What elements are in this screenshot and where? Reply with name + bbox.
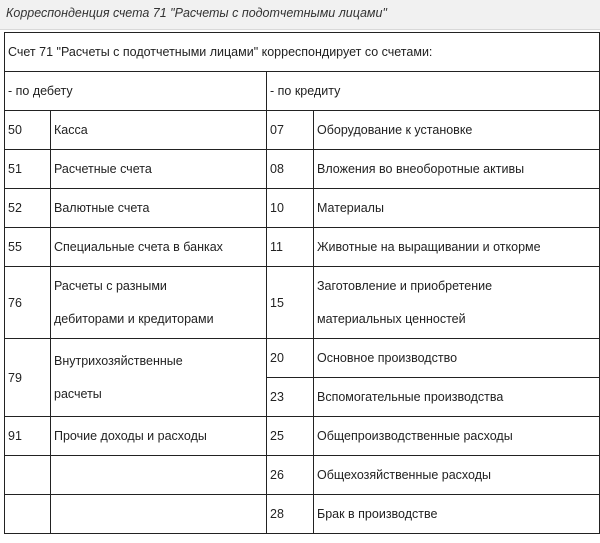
debit-name-line: Внутрихозяйственные xyxy=(54,353,183,368)
credit-name: Основное производство xyxy=(314,339,600,378)
correspondence-table xyxy=(4,32,600,534)
credit-name-line: материальных ценностей xyxy=(317,311,466,326)
debit-name xyxy=(51,339,267,417)
credit-code: 10 xyxy=(267,189,314,228)
table-row xyxy=(5,417,600,456)
debit-name: Касса xyxy=(51,111,267,150)
debit-code: 79 xyxy=(5,339,51,417)
debit-code: 76 xyxy=(5,267,51,339)
debit-code: 51 xyxy=(5,150,51,189)
credit-name: Брак в производстве xyxy=(314,495,600,534)
credit-code: 08 xyxy=(267,150,314,189)
table-row xyxy=(5,495,600,534)
table-header-row xyxy=(5,33,600,72)
table-row xyxy=(5,456,600,495)
debit-name xyxy=(51,456,267,495)
table-row xyxy=(5,150,600,189)
debit-code xyxy=(5,495,51,534)
debit-label: - по дебету xyxy=(5,72,267,111)
table-row xyxy=(5,339,600,378)
credit-name: Вспомогательные производства xyxy=(314,378,600,417)
debit-name: Расчетные счета xyxy=(51,150,267,189)
debit-code: 55 xyxy=(5,228,51,267)
credit-code: 15 xyxy=(267,267,314,339)
credit-code: 11 xyxy=(267,228,314,267)
table-header: Счет 71 "Расчеты с подотчетными лицами" корреспондирует со счетами: xyxy=(5,33,600,72)
debit-name-line: дебиторами и кредиторами xyxy=(54,311,214,326)
debit-name: Валютные счета xyxy=(51,189,267,228)
credit-name: Общепроизводственные расходы xyxy=(314,417,600,456)
credit-code: 28 xyxy=(267,495,314,534)
table-caption: Корреспонденция счета 71 "Расчеты с подотчетными лицами" xyxy=(0,0,600,30)
credit-code: 23 xyxy=(267,378,314,417)
debit-name: Прочие доходы и расходы xyxy=(51,417,267,456)
credit-name-line: Заготовление и приобретение xyxy=(317,278,493,293)
credit-code: 07 xyxy=(267,111,314,150)
credit-name: Вложения во внеоборотные активы xyxy=(314,150,600,189)
credit-name: Общехозяйственные расходы xyxy=(314,456,600,495)
debit-name: Специальные счета в банках xyxy=(51,228,267,267)
debit-code: 50 xyxy=(5,111,51,150)
table-row xyxy=(5,267,600,339)
credit-name xyxy=(314,267,600,339)
credit-name: Оборудование к установке xyxy=(314,111,600,150)
table-row xyxy=(5,189,600,228)
table-row xyxy=(5,228,600,267)
debit-name xyxy=(51,267,267,339)
debit-code: 52 xyxy=(5,189,51,228)
debit-name-line: расчеты xyxy=(54,386,102,401)
debit-name xyxy=(51,495,267,534)
credit-code: 25 xyxy=(267,417,314,456)
debit-name-line: Расчеты с разными xyxy=(54,278,167,293)
table-row xyxy=(5,111,600,150)
credit-name: Животные на выращивании и откорме xyxy=(314,228,600,267)
debit-code xyxy=(5,456,51,495)
table-subheader-row xyxy=(5,72,600,111)
credit-code: 26 xyxy=(267,456,314,495)
credit-label: - по кредиту xyxy=(267,72,600,111)
debit-code: 91 xyxy=(5,417,51,456)
credit-name: Материалы xyxy=(314,189,600,228)
credit-code: 20 xyxy=(267,339,314,378)
